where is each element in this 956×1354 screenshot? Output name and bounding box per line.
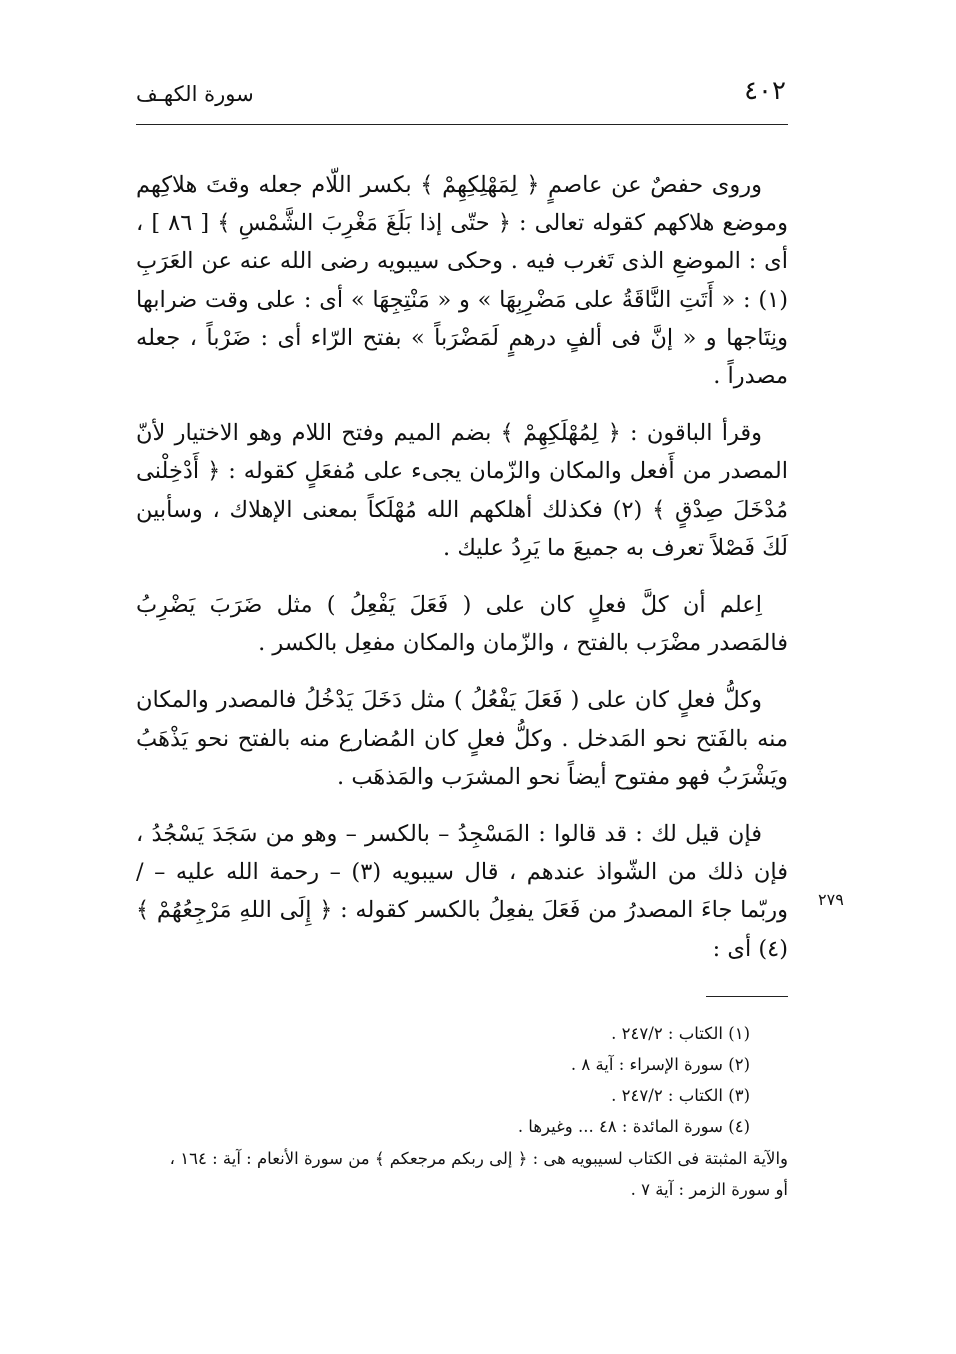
- paragraph: [136, 681, 788, 796]
- page-number: ٤٠٢: [744, 76, 786, 106]
- paragraph-text: وروى حفصٌ عن عاصمٍ ﴿ لِمَهْلِكِهِمْ ﴾ بكسر اللّام جعله وقتَ هلاكِهم وموضع هلاكهم كقوله تعالى : ﴿ حتّى إذا بَلَغَ مَغْرِبَ الشَّمْسِ ﴾ [ ٨٦ ] ، أى : الموضعِ الذى تَغرب فيه . وحكى سيبويه رضى الله عنه عن العَرَبِ (١) : « أَتَتِ النَّاقَةُ على مَضْرِبِهَا » و « مَنْتِجِهَا » أى : على وقت ضرابها ونِتَاجها و « إنَّ فى ألفٍ درهمٍ لَمَضْرَباً » بفتح الرّاء أى : ضَرْباً ، جعله مصدراً .: [136, 172, 788, 390]
- paragraph: [136, 586, 788, 662]
- paragraph-text: وقرأ الباقون : ﴿ لِمُهْلَكِهِمْ ﴾ بضم الميم وفتح اللام وهو الاختيار لأنّ المصدر من أَفعل والمكان والزّمان يجىء على مُفعَلٍ كقوله : ﴿ أَدْخِلْنى مُدْخَلَ صِدْقٍ ﴾ (٢) فكذلك أهلكهم الله مُهْلَكاً بمعنى الإهلاك ، وسأبين لَكَ فَصْلاً تعرف به جميعَ ما يَرِدُ عليك .: [136, 420, 788, 561]
- footnote-continuation: [120, 1143, 788, 1205]
- footnote-note-end: أو سورة الزمر : آية ٧ .: [630, 1180, 788, 1199]
- paragraph: [136, 166, 788, 395]
- footnote-rule: [706, 996, 788, 997]
- paragraph: [136, 414, 788, 567]
- footnotes: [120, 1018, 750, 1142]
- running-header-title: سورة الكهـف: [136, 82, 254, 106]
- footnote-note: والآية المثبتة فى الكتاب لسيبويه هى : ﴿ إلى ربكم مرجعكم ﴾ من سورة الأنعام : آية : ١٦٤ ،: [169, 1149, 788, 1168]
- main-text: [136, 166, 788, 987]
- manuscript-folio-ref: ٢٧٩: [818, 890, 844, 909]
- paragraph-text: وكلُّ فعلٍ كان على ( فَعَلَ يَفْعُلُ ) مثل دَخَلَ يَدْخُلُ فالمصدر والمكان منه بالفَتح نحو المَدخل . وكلُّ فعلٍ كان المُضارع منه بالفتح نحو يَذْهَبُ ويَشْرَبُ فهو مفتوح أيضاً نحو المشرَب والمَذهَب .: [136, 687, 788, 790]
- footnote: (٤) سورة المائدة : ٤٨ ... وغيرها .: [517, 1117, 750, 1136]
- header-rule: [136, 124, 788, 125]
- paragraph-text: اِعلم أن كلَّ فعلٍ كان على ( فَعَلَ يَفْعِلُ ) مثل ضَرَبَ يَضْرِبُ فالمَصدر مضْرَب بالفتح ، والزّمان والمكان مفعِل بالكسر .: [136, 592, 788, 657]
- footnote: (٣) الكتاب : ٢٤٧/٢ .: [611, 1086, 750, 1105]
- paragraph: [136, 815, 788, 968]
- footnote: (١) الكتاب : ٢٤٧/٢ .: [611, 1024, 750, 1043]
- paragraph-text: فإن قيل لك : قد قالوا : المَسْجِدُ – بالكسر – وهو من سَجَدَ يَسْجُدُ ، فإن ذلك من الشّواذ عندهم ، قال سيبويه (٣) – رحمة الله عليه – / وربّما جاءَ المصدرُ من فَعَلَ يفعِلُ بالكسر كقوله : ﴿ إِلَى اللهِ مَرْجِعُهُمْ ﴾ (٤) أى :: [136, 821, 788, 962]
- footnote: (٢) سورة الإسراء : آية ٨ .: [570, 1055, 750, 1074]
